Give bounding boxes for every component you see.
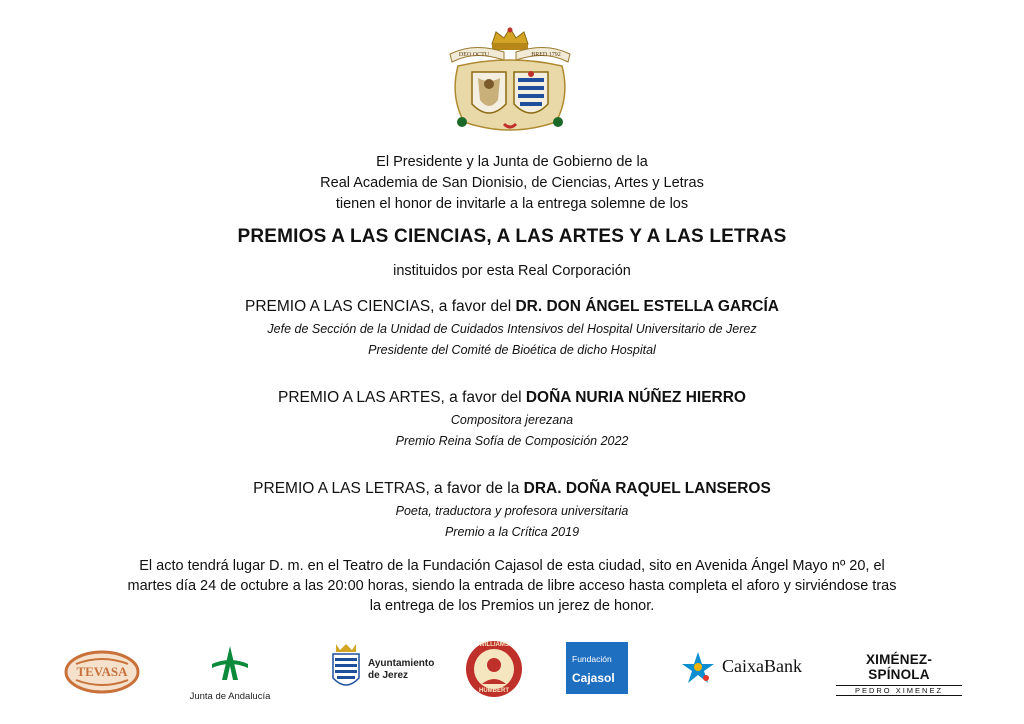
award-recipient: DR. DON ÁNGEL ESTELLA GARCÍA — [515, 298, 779, 315]
jerez-shield-icon — [330, 642, 362, 692]
ayuntamiento-jerez-logo — [330, 642, 448, 698]
award-title — [0, 480, 1024, 498]
junta-andalucia-text: Junta de Andalucía — [189, 691, 271, 702]
award-detail: Jefe de Sección de la Unidad de Cuidados Intensivos del Hospital Universitario de Jerez — [267, 322, 757, 336]
tevasa-logo — [64, 650, 140, 694]
ayuntamiento-text — [368, 658, 434, 682]
tevasa-text: TEVASA — [76, 664, 128, 679]
intro-line: tienen el honor de invitarle a la entrega solemne de los — [335, 196, 689, 212]
award-detail: Poeta, traductora y profesora universitaria — [395, 504, 629, 518]
junta-andalucia-logo — [182, 642, 278, 702]
intro-text — [0, 152, 1024, 215]
caixabank-logo — [678, 650, 818, 686]
intro-line: Real Academia de San Dionisio, de Ciencias, Artes y Letras — [320, 175, 704, 191]
award-detail: Presidente del Comité de Bioética de dicho Hospital — [368, 343, 656, 357]
academy-crest — [444, 26, 576, 138]
closing-text — [0, 556, 1024, 616]
award-recipient: DOÑA NURIA NÚÑEZ HIERRO — [525, 389, 746, 406]
ximenez-text: XIMÉNEZ-SPÍNOLA — [865, 652, 933, 682]
ximenez-spinola-logo — [836, 652, 962, 695]
sponsor-logos — [0, 636, 1024, 706]
closing-line: El acto tendrá lugar D. m. en el Teatro de la Fundación Cajasol de esta ciudad, sito en Avenida Ángel Mayo nº 20, el — [139, 558, 885, 574]
award-title — [0, 389, 1024, 407]
humbert-text: HUMBERT — [479, 688, 509, 694]
award-title — [0, 298, 1024, 316]
fundacion-cajasol-logo — [566, 642, 628, 694]
award-letras — [0, 480, 1024, 543]
junta-andalucia-mark — [182, 642, 278, 682]
williams-humbert-logo — [464, 638, 524, 700]
headline: PREMIOS A LAS CIENCIAS, A LAS ARTES Y A LAS LETRAS — [237, 226, 787, 247]
award-detail: Compositora jerezana — [450, 413, 574, 427]
ximenez-subtext: PEDRO XIMENEZ — [836, 685, 962, 696]
award-detail: Premio Reina Sofía de Composición 2022 — [395, 434, 629, 448]
svg-text:DEO OCTU: DEO OCTU — [458, 52, 490, 58]
closing-line: la entrega de los Premios un jerez de honor. — [369, 598, 655, 614]
svg-text:BRED 1792: BRED 1792 — [531, 52, 561, 58]
award-prefix: PREMIO A LAS ARTES, a favor del — [278, 389, 526, 406]
award-recipient: DRA. DOÑA RAQUEL LANSEROS — [523, 480, 771, 497]
award-prefix: PREMIO A LAS CIENCIAS, a favor del — [244, 298, 516, 315]
ayuntamiento-line: Ayuntamiento — [368, 658, 435, 669]
award-prefix: PREMIO A LAS LETRAS, a favor de la — [253, 480, 524, 497]
subtitle: instituidos por esta Real Corporación — [393, 263, 631, 279]
williams-text: WILLIAMS — [479, 642, 509, 648]
award-artes — [0, 389, 1024, 452]
cajasol-line: Cajasol — [572, 671, 615, 685]
ayuntamiento-line: de Jerez — [368, 670, 409, 681]
caixabank-text: CaixaBank — [722, 656, 802, 676]
cajasol-line: Fundación — [572, 654, 612, 664]
closing-line: martes día 24 de octubre a las 20:00 horas, siendo la entrada de libre acceso hasta completa el aforo y sirviéndose tras — [127, 578, 897, 594]
award-ciencias — [0, 298, 1024, 361]
award-detail: Premio a la Crítica 2019 — [444, 525, 580, 539]
intro-line: El Presidente y la Junta de Gobierno de la — [376, 154, 648, 170]
caixabank-star-icon — [678, 650, 718, 686]
